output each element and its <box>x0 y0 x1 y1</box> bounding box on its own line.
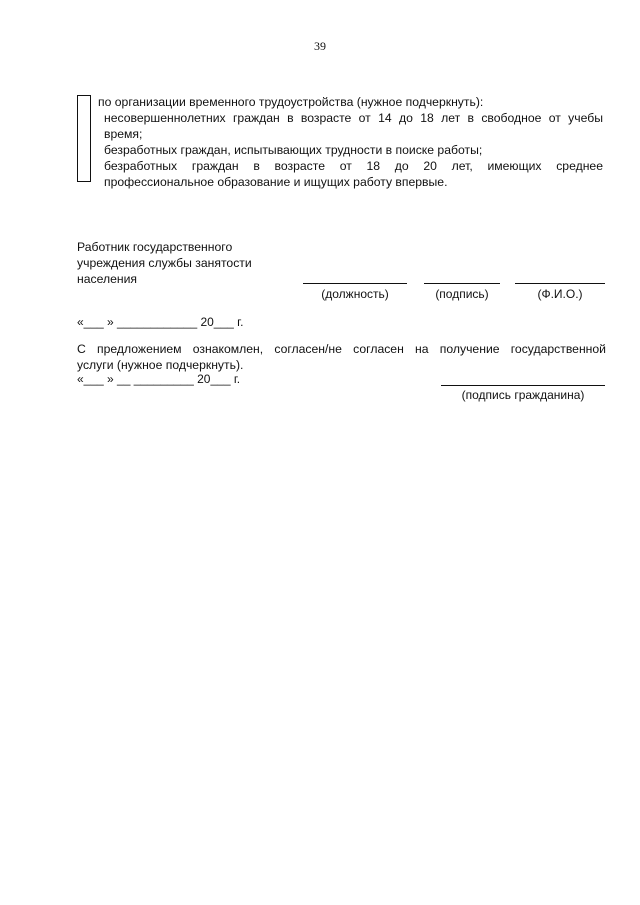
option-young-unemployed-line1: безработных граждан в возрасте от 18 до 20 лет, имеющих среднее <box>104 159 603 173</box>
option-minors-line2: время; <box>104 127 143 141</box>
name-signature-line <box>515 283 605 284</box>
checkbox-bracket <box>77 95 91 182</box>
worker-date-line: «___ » ____________ 20___ г. <box>77 315 244 329</box>
signature-caption: (подпись) <box>435 287 489 301</box>
option-minors-line1: несовершеннолетних граждан в возрасте от 14 до 18 лет в свободное от учебы <box>104 111 603 125</box>
consent-line2: услуги (нужное подчеркнуть). <box>77 358 244 372</box>
worker-label <box>77 239 277 287</box>
citizen-signature-caption: (подпись гражданина) <box>461 388 585 402</box>
employment-options <box>98 94 603 190</box>
signature-line <box>424 283 500 284</box>
option-unemployed-difficulty: безработных граждан, испытывающих трудности в поиске работы; <box>104 143 483 157</box>
options-heading: по организации временного трудоустройства (нужное подчеркнуть): <box>98 95 484 109</box>
consent-line1: С предложением ознакомлен, согласен/не согласен на получение государственной <box>77 342 606 356</box>
citizen-date-line: «___ » __ _________ 20___ г. <box>77 372 241 386</box>
option-young-unemployed-line2: профессиональное образование и ищущих работу впервые. <box>104 175 448 189</box>
page-number: 39 <box>314 39 326 53</box>
consent-statement <box>77 341 606 373</box>
position-signature-line <box>303 283 407 284</box>
name-caption: (Ф.И.О.) <box>537 287 583 301</box>
worker-label-line2: учреждения службы занятости <box>77 256 252 270</box>
worker-label-line1: Работник государственного <box>77 240 233 254</box>
worker-label-line3: населения <box>77 272 138 286</box>
citizen-signature-line <box>441 385 605 386</box>
position-caption: (должность) <box>321 287 389 301</box>
